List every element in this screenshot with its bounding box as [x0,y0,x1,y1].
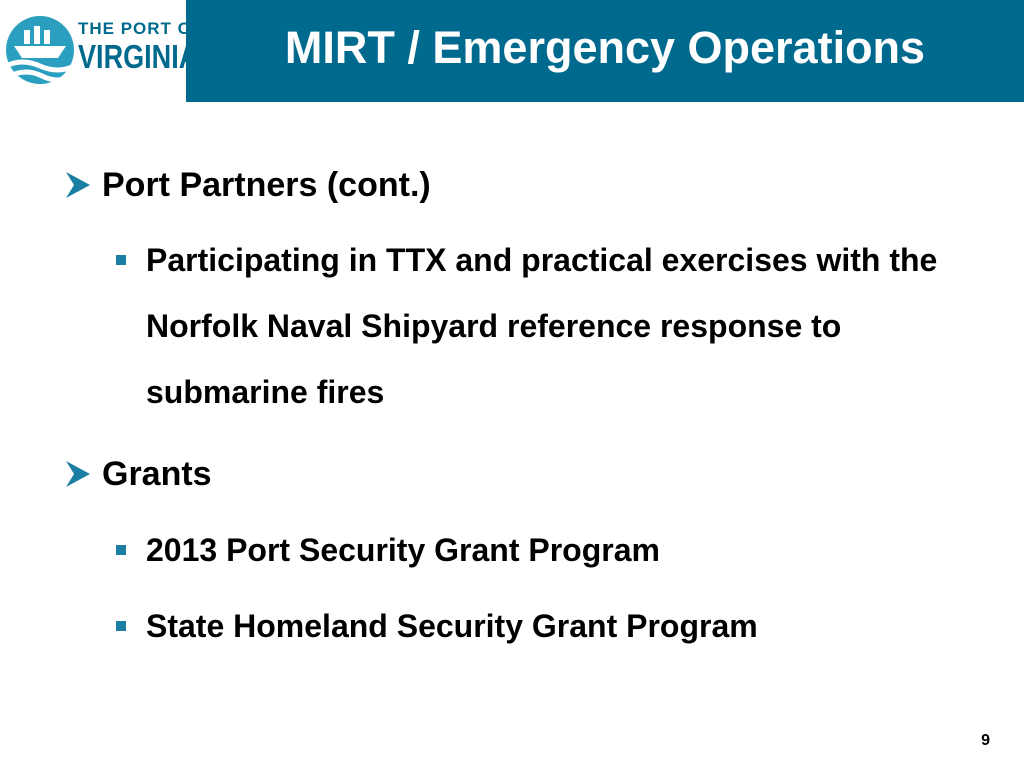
ship-waves-icon [4,12,76,92]
slide-title: MIRT / Emergency Operations [284,22,926,73]
bullet-text: State Homeland Security Grant Program [146,608,758,644]
logo-line-1: THE PORT OF [78,19,204,38]
square-bullet-icon [116,621,126,631]
bullet-text: Participating in TTX and practical exercises with the Norfolk Naval Shipyard reference response to submarine fires [146,242,938,410]
square-bullet-icon [116,545,126,555]
arrow-bullet-icon [64,459,92,489]
square-bullet-icon [116,255,126,265]
logo [0,0,204,102]
title-bar [0,0,1024,102]
arrow-bullet-icon [64,170,92,200]
bullet-text: 2013 Port Security Grant Program [146,532,660,568]
page-number: 9 [981,732,990,749]
bullet-text: Port Partners (cont.) [102,166,431,204]
logo-line-2: VIRGINIA [78,38,199,75]
bullet-text: Grants [102,455,212,493]
